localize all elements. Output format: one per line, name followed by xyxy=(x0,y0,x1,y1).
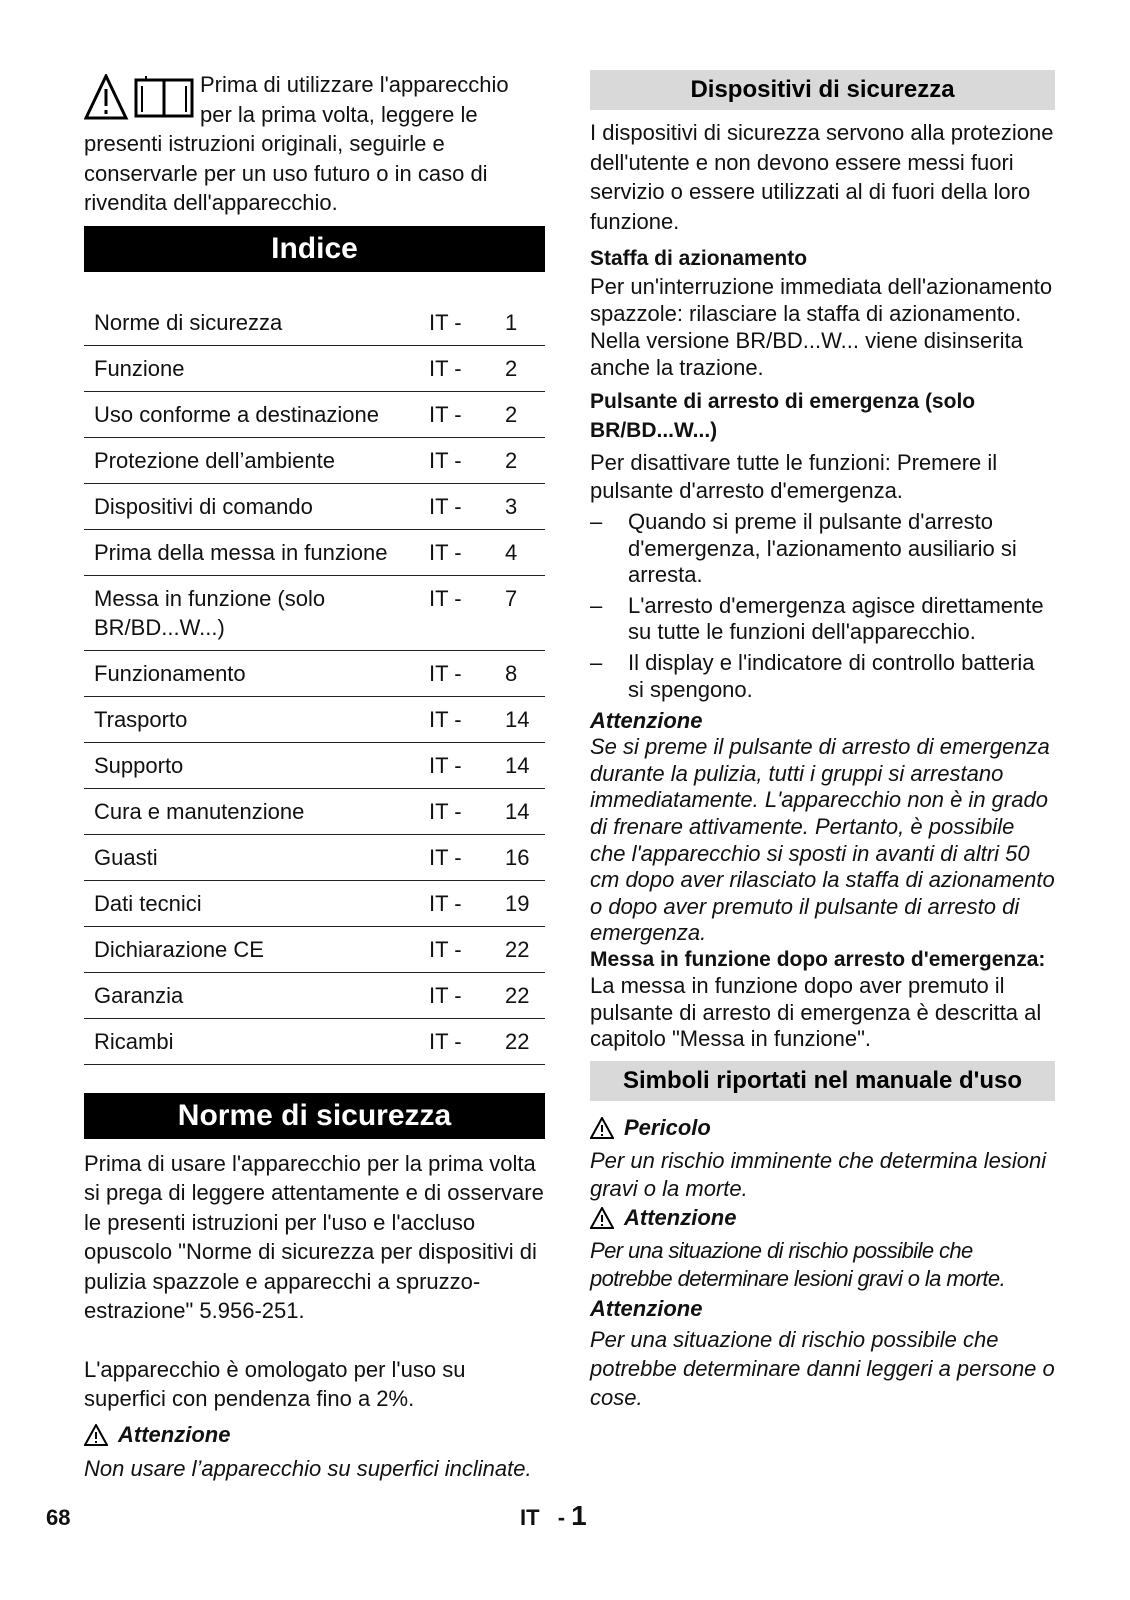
table-row xyxy=(84,742,545,788)
index-entry-label: Garanzia xyxy=(84,972,415,1018)
index-entry-prefix: IT - xyxy=(415,575,497,650)
index-entry-prefix: IT - xyxy=(415,483,497,529)
index-entry-label: Dati tecnici xyxy=(84,880,415,926)
staffa-text: Per un'interruzione immediata dell'azionamento spazzole: rilasciare la staffa di azionamento. Nella versione BR/BD...W... viene disinserita anche la trazione. xyxy=(590,274,1053,380)
emergency-bullets xyxy=(590,509,1055,703)
restart-title: Messa in funzione dopo arresto d'emergenza: xyxy=(590,947,1046,971)
table-row xyxy=(84,880,545,926)
table-row xyxy=(84,650,545,696)
warning-icon xyxy=(84,1424,108,1446)
table-row xyxy=(84,345,545,391)
table-row xyxy=(84,972,545,1018)
restart-text: La messa in funzione dopo aver premuto il pulsante di arresto di emergenza è descritta al capitolo "Messa in funzione". xyxy=(590,972,1042,1052)
right-column xyxy=(590,70,1055,1412)
index-entry-label: Trasporto xyxy=(84,696,415,742)
safety-heading: Norme di sicurezza xyxy=(84,1093,545,1139)
index-entry-page: 1 xyxy=(497,300,545,346)
index-entry-label: Supporto xyxy=(84,742,415,788)
index-entry-label: Uso conforme a destinazione xyxy=(84,391,415,437)
danger-label-row xyxy=(590,1113,1055,1143)
index-entry-prefix: IT - xyxy=(415,742,497,788)
safety-paragraph-2: L'apparecchio è omologato per l'uso su superfici con pendenza fino a 2%. xyxy=(84,1356,466,1411)
danger-text: Per un rischio imminente che determina lesioni gravi o la morte. xyxy=(590,1147,1047,1201)
index-entry-label: Funzione xyxy=(84,345,415,391)
intro-block xyxy=(84,70,545,218)
index-table xyxy=(84,300,545,1065)
index-entry-page: 19 xyxy=(497,880,545,926)
table-row xyxy=(84,391,545,437)
warning-label-row xyxy=(590,1203,1055,1233)
index-entry-prefix: IT - xyxy=(415,788,497,834)
index-entry-prefix: IT - xyxy=(415,437,497,483)
table-row xyxy=(84,696,545,742)
left-column xyxy=(84,70,545,1483)
safety-paragraph-1: Prima di usare l'apparecchio per la prima volta si prega di leggere attentamente e di osservare le presenti istruzioni per l'uso e l'accluso opuscolo "Norme di sicurezza per dispositivi di pulizia spazzole e apparecchi a spruzzo-estrazione" 5.956-251. xyxy=(84,1150,544,1323)
section-page-label: IT - 1 xyxy=(520,1500,587,1531)
index-entry-prefix: IT - xyxy=(415,1018,497,1064)
table-row xyxy=(84,483,545,529)
index-entry-page: 16 xyxy=(497,834,545,880)
warning-label: Attenzione xyxy=(624,1204,737,1230)
index-entry-label: Guasti xyxy=(84,834,415,880)
safety-warning-text: Non usare l’apparecchio su superfici inclinate. xyxy=(84,1455,532,1481)
devices-intro: I dispositivi di sicurezza servono alla protezione dell'utente e non devono essere messi fuori servizio o essere utilizzati al di fuori della loro funzione. xyxy=(590,120,1054,234)
index-entry-page: 8 xyxy=(497,650,545,696)
warning-manual-icon xyxy=(84,74,196,120)
symbols-heading: Simboli riportati nel manuale d'uso xyxy=(590,1061,1055,1101)
index-entry-prefix: IT - xyxy=(415,926,497,972)
index-entry-label: Cura e manutenzione xyxy=(84,788,415,834)
index-entry-page: 14 xyxy=(497,788,545,834)
index-entry-page: 22 xyxy=(497,926,545,972)
index-entry-page: 7 xyxy=(497,575,545,650)
table-row xyxy=(84,437,545,483)
attention-label: Attenzione xyxy=(590,708,703,734)
table-row xyxy=(84,834,545,880)
warning-text-label: Attenzione xyxy=(118,1421,231,1447)
table-row xyxy=(84,926,545,972)
index-heading: Indice xyxy=(84,226,545,272)
attention-text: Se si preme il pulsante di arresto di emergenza durante la pulizia, tutti i gruppi si arrestano immediatamente. L'apparecchio non è in grado di frenare attivamente. Pertanto, è possibile che l'apparecchio si sposti in avanti di altri 50 cm dopo aver rilasciato la staffa di azionamento o dopo aver premuto il pulsante di arresto di emergenza. xyxy=(590,734,1055,946)
index-entry-label: Messa in funzione (solo BR/BD...W...) xyxy=(84,575,415,650)
index-entry-page: 2 xyxy=(497,345,545,391)
intro-text: Prima di utilizzare l'apparecchio per la prima volta, leggere le presenti istruzioni originali, seguirle e conservarle per un uso futuro o in caso di rivendita dell'apparecchio. xyxy=(84,72,509,215)
danger-label: Pericolo xyxy=(624,1114,711,1140)
index-entry-page: 14 xyxy=(497,742,545,788)
index-entry-label: Prima della messa in funzione xyxy=(84,529,415,575)
index-entry-prefix: IT - xyxy=(415,391,497,437)
index-entry-prefix: IT - xyxy=(415,880,497,926)
index-entry-page: 4 xyxy=(497,529,545,575)
warning-icon xyxy=(590,1117,614,1139)
index-entry-label: Ricambi xyxy=(84,1018,415,1064)
caution-text: Per una situazione di rischio possibile che potrebbe determinare danni leggeri a persone o cose. xyxy=(590,1326,1055,1410)
list-item: – Il display e l'indicatore di controllo batteria si spengono. xyxy=(590,649,1035,702)
index-entry-prefix: IT - xyxy=(415,650,497,696)
caution-label: Attenzione xyxy=(590,1295,703,1321)
table-row xyxy=(84,788,545,834)
index-entry-page: 14 xyxy=(497,696,545,742)
index-entry-page: 2 xyxy=(497,437,545,483)
emergency-title: Pulsante di arresto di emergenza (solo BR/BD...W...) xyxy=(590,390,976,442)
table-row xyxy=(84,529,545,575)
list-item: – L'arresto d'emergenza agisce direttamente su tutte le funzioni dell'apparecchio. xyxy=(590,592,1044,645)
index-entry-page: 22 xyxy=(497,1018,545,1064)
emergency-text: Per disattivare tutte le funzioni: Premere il pulsante d'arresto d'emergenza. xyxy=(590,450,998,503)
table-row xyxy=(84,1018,545,1064)
index-entry-prefix: IT - xyxy=(415,834,497,880)
index-entry-label: Dichiarazione CE xyxy=(84,926,415,972)
index-entry-page: 2 xyxy=(497,391,545,437)
table-row xyxy=(84,575,545,650)
table-row xyxy=(84,300,545,346)
index-entry-prefix: IT - xyxy=(415,345,497,391)
safety-warning-label xyxy=(84,1420,545,1450)
index-entry-prefix: IT - xyxy=(415,529,497,575)
index-entry-label: Funzionamento xyxy=(84,650,415,696)
warning-icon xyxy=(590,1207,614,1229)
index-entry-page: 22 xyxy=(497,972,545,1018)
index-entry-prefix: IT - xyxy=(415,696,497,742)
index-entry-label: Norme di sicurezza xyxy=(84,300,415,346)
warning-text: Per una situazione di rischio possibile che potrebbe determinare lesioni gravi o la morte. xyxy=(590,1237,1006,1291)
index-entry-label: Protezione dell’ambiente xyxy=(84,437,415,483)
staffa-title: Staffa di azionamento xyxy=(590,247,808,270)
index-entry-prefix: IT - xyxy=(415,972,497,1018)
index-entry-label: Dispositivi di comando xyxy=(84,483,415,529)
list-item: – Quando si preme il pulsante d'arresto d'emergenza, l'azionamento ausiliario si arresta. xyxy=(590,509,1017,588)
devices-heading: Dispositivi di sicurezza xyxy=(590,70,1055,110)
page-number: 68 xyxy=(46,1505,71,1530)
index-entry-prefix: IT - xyxy=(415,300,497,346)
index-entry-page: 3 xyxy=(497,483,545,529)
